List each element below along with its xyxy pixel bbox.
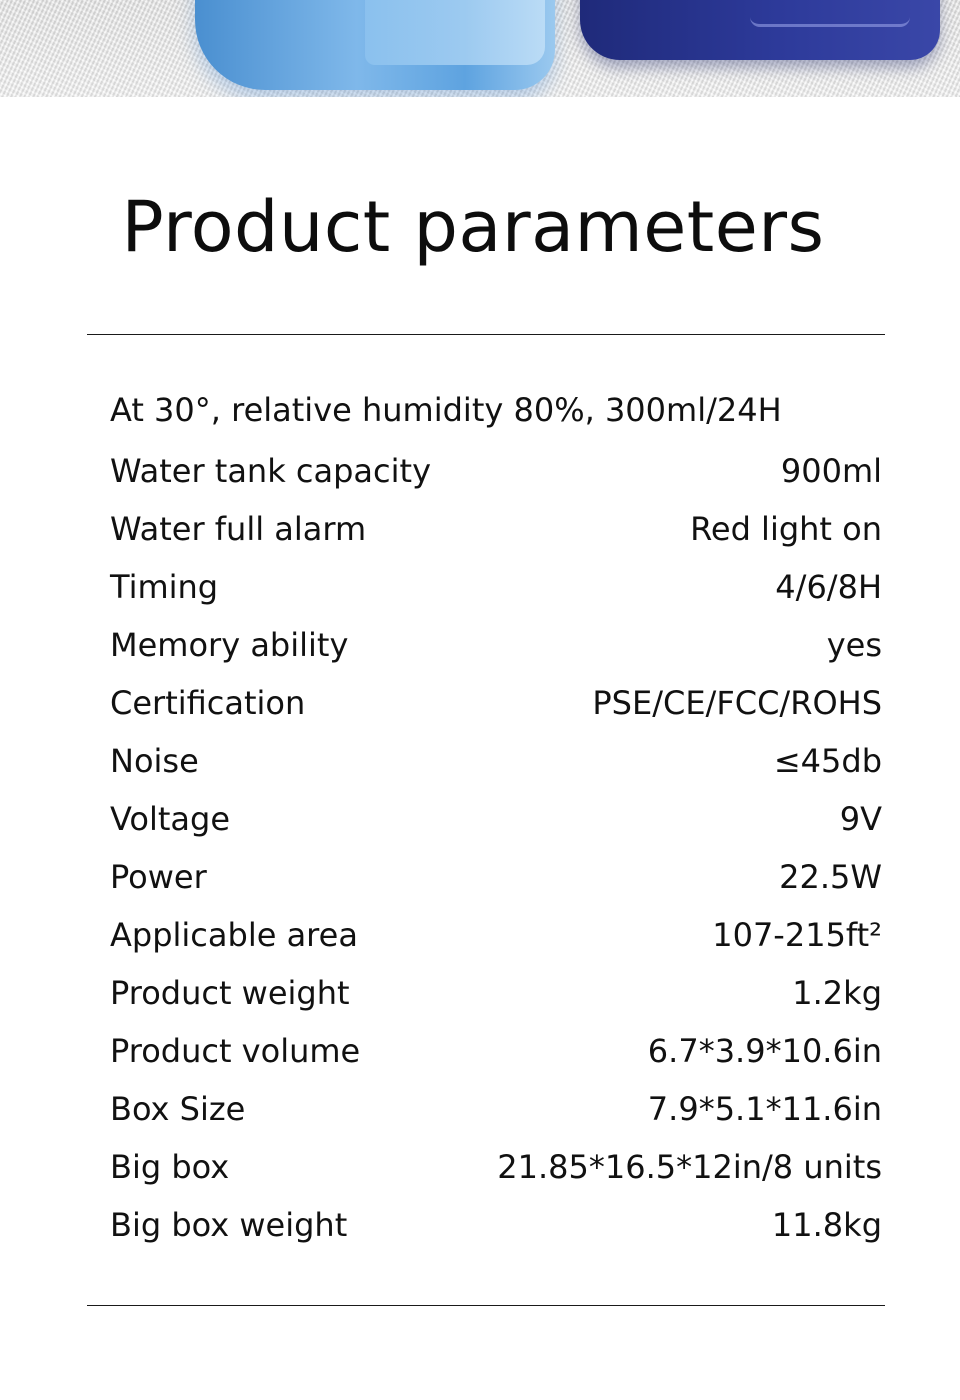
param-label: Power: [110, 858, 207, 896]
param-value: 900ml: [780, 452, 882, 490]
param-label: Noise: [110, 742, 199, 780]
param-row-timing: [110, 558, 882, 616]
dehumidifying-capacity-note: At 30°, relative humidity 80%, 300ml/24H: [110, 391, 782, 429]
param-value: 21.85*16.5*12in/8 units: [497, 1148, 882, 1186]
param-value: PSE/CE/FCC/ROHS: [592, 684, 882, 722]
param-row-big-box-weight: [110, 1196, 882, 1254]
param-value: ≤45db: [773, 742, 882, 780]
param-value: 4/6/8H: [775, 568, 882, 606]
param-row-memory-ability: [110, 616, 882, 674]
param-row-product-volume: [110, 1022, 882, 1080]
page-title: Product parameters: [121, 186, 825, 268]
parameters-table: [110, 442, 882, 1254]
product-photo-banner: [0, 0, 960, 100]
param-value: 7.9*5.1*11.6in: [647, 1090, 882, 1128]
param-label: Certification: [110, 684, 306, 722]
param-value: 1.2kg: [792, 974, 882, 1012]
param-row-certification: [110, 674, 882, 732]
param-row-applicable-area: [110, 906, 882, 964]
top-divider: [87, 334, 885, 335]
param-label: Applicable area: [110, 916, 358, 954]
param-row-box-size: [110, 1080, 882, 1138]
param-label: Product volume: [110, 1032, 361, 1070]
param-value: 11.8kg: [771, 1206, 882, 1244]
param-value: 22.5W: [779, 858, 882, 896]
param-row-water-tank-capacity: [110, 442, 882, 500]
param-label: Box Size: [110, 1090, 246, 1128]
param-row-power: [110, 848, 882, 906]
param-row-water-full-alarm: [110, 500, 882, 558]
param-value: 107-215ft²: [712, 916, 882, 954]
param-row-big-box: [110, 1138, 882, 1196]
device-base-image: [580, 0, 940, 60]
water-tank-image: [195, 0, 555, 90]
param-label: Voltage: [110, 800, 231, 838]
param-label: Big box: [110, 1148, 230, 1186]
param-row-noise: [110, 732, 882, 790]
param-label: Big box weight: [110, 1206, 348, 1244]
param-label: Water tank capacity: [110, 452, 431, 490]
param-row-voltage: [110, 790, 882, 848]
param-label: Water full alarm: [110, 510, 367, 548]
param-label: Timing: [110, 568, 219, 606]
param-value: 9V: [839, 800, 882, 838]
param-row-product-weight: [110, 964, 882, 1022]
param-label: Product weight: [110, 974, 350, 1012]
param-value: 6.7*3.9*10.6in: [647, 1032, 882, 1070]
bottom-divider: [87, 1305, 885, 1306]
param-label: Memory ability: [110, 626, 349, 664]
param-value: Red light on: [690, 510, 882, 548]
param-value: yes: [826, 626, 882, 664]
